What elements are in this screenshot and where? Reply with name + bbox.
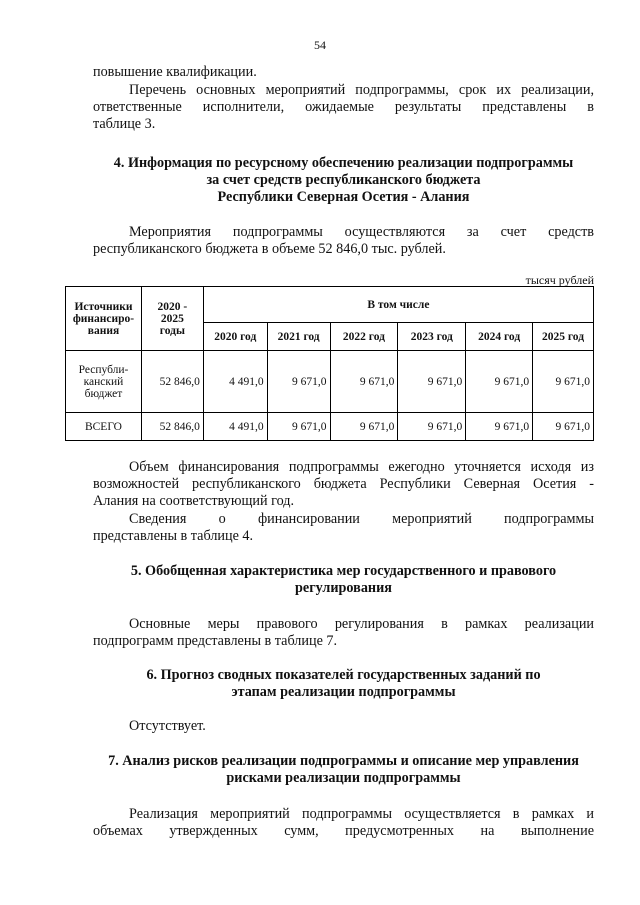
heading-line: за счет средств республиканского бюджета [206,172,481,188]
row-source: Республи- канский бюджет [66,351,142,413]
heading-line: 5. Обобщенная характеристика мер государственного и правового [130,563,557,579]
section-4-text [93,224,594,258]
text-line: Сведения о финансировании мероприятий подпрограммы [129,511,594,527]
table-row [66,413,594,441]
text-line: Алания на соответствующий год. [93,493,295,509]
row-value: 9 671,0 [466,351,533,413]
heading-line: 7. Анализ рисков реализации подпрограммы и описание мер управления [108,753,579,769]
row-value: 9 671,0 [330,413,398,441]
heading-line: рисками реализации подпрограммы [226,770,461,786]
text-line: Основные меры правового регулирования в рамках реализации [129,616,594,632]
section-5-text [93,616,594,650]
text-line: Отсутствует. [129,718,206,734]
header-year: 2021 год [267,323,330,351]
row-value: 9 671,0 [267,351,330,413]
section-4-heading [93,155,594,206]
heading-line: Республики Северная Осетия - Алания [217,189,470,205]
row-value: 9 671,0 [330,351,398,413]
header-year: 2024 год [466,323,533,351]
section-5-heading [93,563,594,597]
heading-line: 4. Информация по ресурсному обеспечению реализации подпрограммы [113,155,574,171]
header-year: 2025 год [533,323,594,351]
section-6-text [93,718,594,735]
table-row [66,351,594,413]
table-unit-label: тысяч рублей [525,273,594,287]
financing-table [65,286,594,441]
row-value: 9 671,0 [267,413,330,441]
heading-line: этапам реализации подпрограммы [231,684,456,700]
row-value: 4 491,0 [203,413,267,441]
row-total: 52 846,0 [141,413,203,441]
paragraph-measures-list [93,82,594,133]
text-line: повышение квалификации. [93,64,257,80]
text-line: объемах утвержденных сумм, предусмотренных на выполнение [93,823,594,839]
text-line: Перечень основных мероприятий подпрограммы, срок их реализации, [129,82,594,98]
header-sources: Источники финансиро- вания [66,287,142,351]
paragraph-funding-info [93,511,594,545]
row-value: 4 491,0 [203,351,267,413]
row-value: 9 671,0 [466,413,533,441]
text-line: подпрограмм представлены в таблице 7. [93,633,338,649]
row-total: 52 846,0 [141,351,203,413]
text-line: возможностей республиканского бюджета Республики Северная Осетия - [93,476,594,492]
text-line: Реализация мероприятий подпрограммы осуществляется в рамках и [129,806,594,822]
text-line: Объем финансирования подпрограммы ежегодно уточняется исходя из [129,459,594,475]
section-7-heading [93,753,594,787]
row-value: 9 671,0 [398,413,466,441]
paragraph-funding-adjustment [93,459,594,510]
header-year: 2020 год [203,323,267,351]
page-number: 54 [314,38,326,52]
text-line: представлены в таблице 4. [93,528,254,544]
text-line: Мероприятия подпрограммы осуществляются за счет средств [129,224,594,240]
section-6-heading [93,667,594,701]
header-year: 2022 год [330,323,398,351]
header-including: В том числе [203,287,593,323]
text-line: ответственные исполнители, ожидаемые результаты представлены в [93,99,594,115]
row-value: 9 671,0 [398,351,466,413]
text-line: республиканского бюджета в объеме 52 846,0 тыс. рублей. [93,241,446,257]
header-period: 2020 - 2025 годы [141,287,203,351]
section-7-text [93,806,594,840]
text-line: таблице 3. [93,116,156,132]
header-year: 2023 год [398,323,466,351]
heading-line: 6. Прогноз сводных показателей государственных заданий по [146,667,541,683]
row-source: ВСЕГО [66,413,142,441]
heading-line: регулирования [295,580,392,596]
paragraph-qualification [93,64,594,81]
row-value: 9 671,0 [533,413,594,441]
row-value: 9 671,0 [533,351,594,413]
